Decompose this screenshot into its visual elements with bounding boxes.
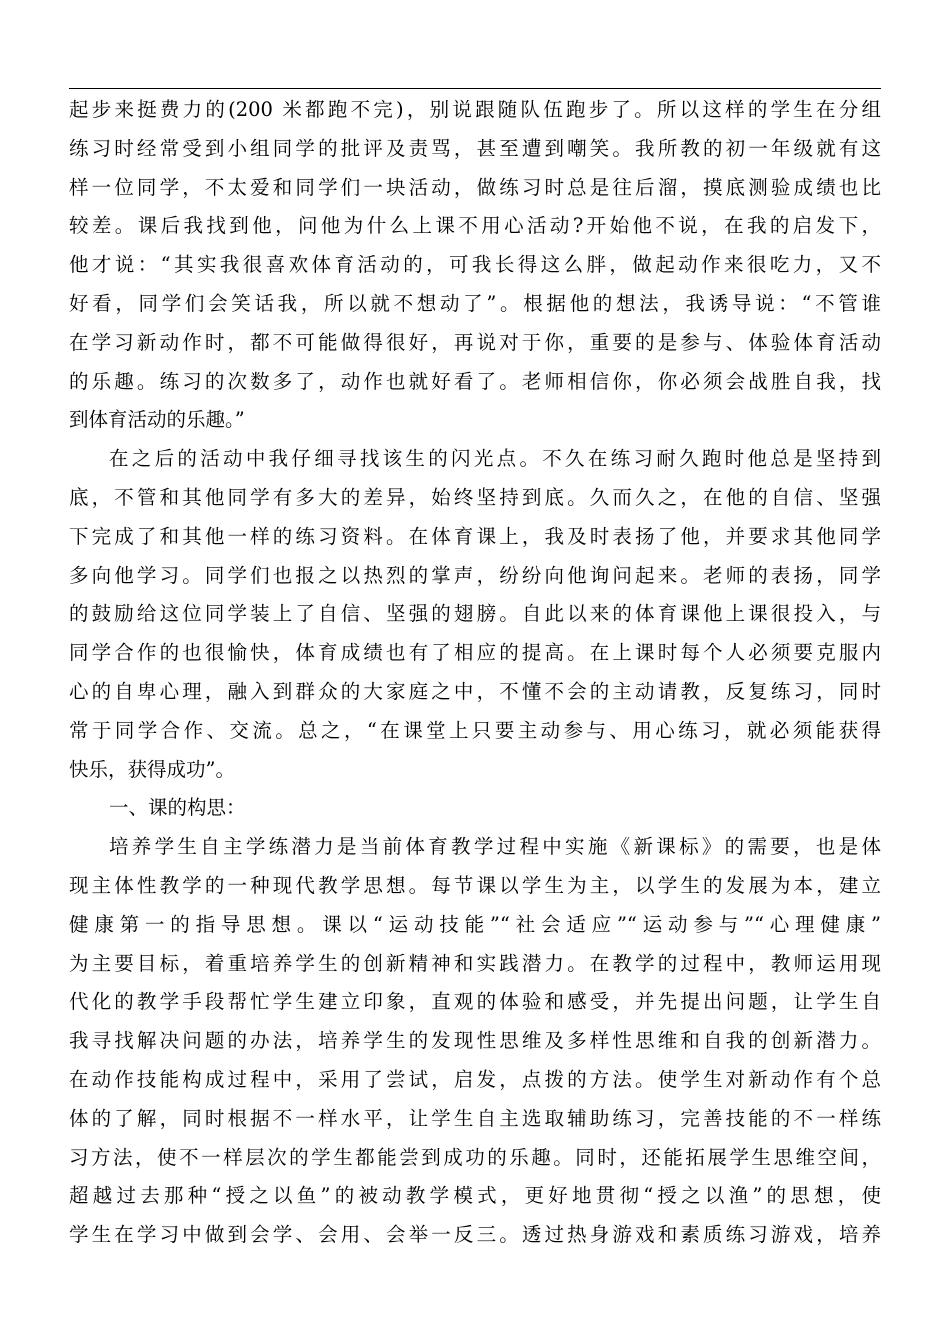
text-line: 底，不管和其他同学有多大的差异，始终坚持到底。久而久之，在他的自信、坚强 xyxy=(69,485,881,509)
text-line: 超越过去那种“授之以鱼”的被动教学模式，更好地贯彻“授之以渔”的思想，使 xyxy=(69,1184,881,1208)
text-line: 习方法，使不一样层次的学生都能尝到成功的乐趣。同时，还能拓展学生思维空间， xyxy=(69,1145,881,1169)
text-line: 现主体性教学的一种现代教学思想。每节课以学生为主，以学生的发展为本，建立 xyxy=(69,873,881,897)
text-line: 在之后的活动中我仔细寻找该生的闪光点。不久在练习耐久跑时他总是坚持到 xyxy=(109,447,881,471)
text-line: 心的自卑心理，融入到群众的大家庭之中，不懂不会的主动请教，反复练习，同时 xyxy=(69,679,881,703)
text-line: 同学合作的也很愉快，体育成绩也有了相应的提高。在上课时每个人必须要克服内 xyxy=(69,641,881,665)
text-line: 的乐趣。练习的次数多了，动作也就好看了。老师相信你，你必须会战胜自我，找 xyxy=(69,369,881,393)
text-line: 多向他学习。同学们也报之以热烈的掌声，纷纷向他询问起来。老师的表扬，同学 xyxy=(69,563,881,587)
text-line: 在学习新动作时，都不可能做得很好，再说对于你，重要的是参与、体验体育活动 xyxy=(69,330,881,354)
text-line: 好看，同学们会笑话我，所以就不想动了”。根据他的想法，我诱导说：“不管谁 xyxy=(69,291,881,315)
text-line: 下完成了和其他一样的练习资料。在体育课上，我及时表扬了他，并要求其他同学 xyxy=(69,524,881,548)
text-line: 体的了解，同时根据不一样水平，让学生自主选取辅助练习，完善技能的不一样练 xyxy=(69,1106,881,1130)
text-line: 起步来挺费力的(200 米都跑不完)，别说跟随队伍跑步了。所以这样的学生在分组 xyxy=(69,98,881,121)
text-line: 他才说：“其实我很喜欢体育活动的，可我长得这么胖，做起动作来很吃力，又不 xyxy=(69,253,881,277)
text-line: 为主要目标，着重培养学生的创新精神和实践潜力。在教学的过程中，教师运用现 xyxy=(69,951,881,975)
text-line: 培养学生自主学练潜力是当前体育教学过程中实施《新课标》的需要，也是体 xyxy=(109,835,881,859)
text-line: 到体育活动的乐趣。” xyxy=(69,408,245,432)
header-rule xyxy=(69,88,881,89)
text-line: 快乐，获得成功”。 xyxy=(69,757,235,781)
text-line: 健康第一的指导思想。课以“运动技能”“社会适应”“运动参与”“心理健康” xyxy=(69,912,881,936)
text-line: 常于同学合作、交流。总之，“在课堂上只要主动参与、用心练习，就必须能获得 xyxy=(69,718,881,742)
text-line: 在动作技能构成过程中，采用了尝试，启发，点拨的方法。使学生对新动作有个总 xyxy=(69,1067,881,1091)
body-text xyxy=(69,91,881,1255)
text-line: 样一位同学，不太爱和同学们一块活动，做练习时总是往后溜，摸底测验成绩也比 xyxy=(69,175,881,199)
text-line: 较差。课后我找到他，问他为什么上课不用心活动?开始他不说，在我的启发下， xyxy=(69,214,881,238)
text-line: 练习时经常受到小组同学的批评及责骂，甚至遭到嘲笑。我所教的初一年级就有这 xyxy=(69,136,881,160)
text-line: 我寻找解决问题的办法，培养学生的发现性思维及多样性思维和自我的创新潜力。 xyxy=(69,1029,881,1053)
text-line: 代化的教学手段帮忙学生建立印象，直观的体验和感受，并先提出问题，让学生自 xyxy=(69,990,881,1014)
text-line: 一、课的构思： xyxy=(109,796,246,820)
text-line: 学生在学习中做到会学、会用、会举一反三。透过热身游戏和素质练习游戏，培养 xyxy=(69,1223,881,1247)
text-line: 的鼓励给这位同学装上了自信、坚强的翅膀。自此以来的体育课他上课很投入，与 xyxy=(69,602,881,626)
